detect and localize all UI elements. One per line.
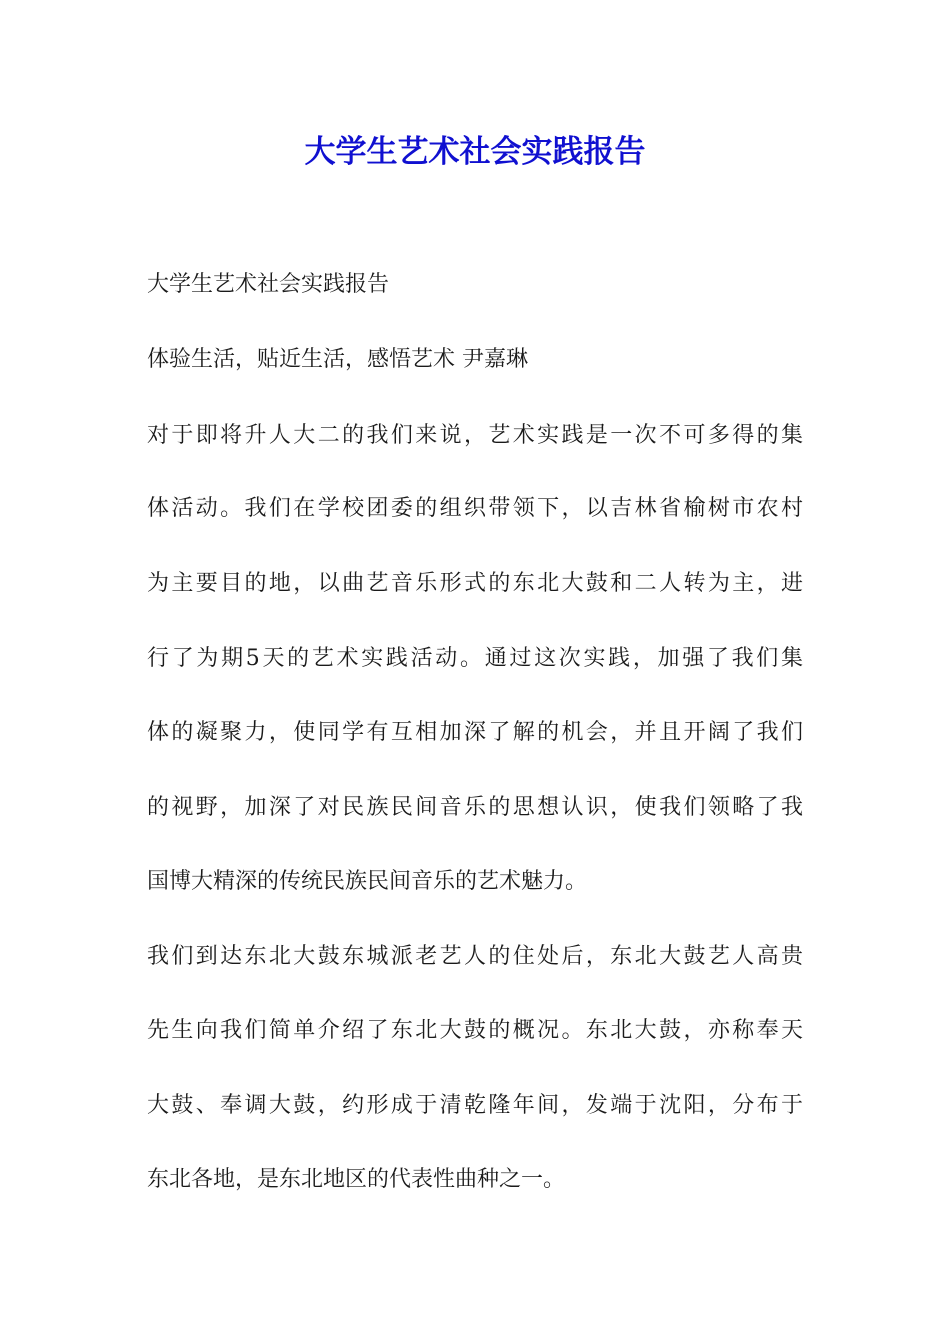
paragraph-line: 东北各地，是东北地区的代表性曲种之一。 xyxy=(147,1167,566,1192)
paragraph-line: 行了为期5天的艺术实践活动。通过这次实践，加强了我们集 xyxy=(147,646,803,671)
paragraph-line: 的视野，加深了对民族民间音乐的思想认识，使我们领略了我 xyxy=(147,795,803,820)
paragraph-line: 为主要目的地，以曲艺音乐形式的东北大鼓和二人转为主，进 xyxy=(147,571,803,596)
document-subtitle: 大学生艺术社会实践报告 xyxy=(147,272,390,297)
paragraph-line: 国博大精深的传统民族民间音乐的艺术魅力。 xyxy=(147,869,588,894)
paragraph-line: 大鼓、奉调大鼓，约形成于清乾隆年间，发端于沈阳，分布于 xyxy=(147,1093,803,1118)
document-title: 大学生艺术社会实践报告 xyxy=(304,134,646,170)
paragraph-line: 我们到达东北大鼓东城派老艺人的住处后，东北大鼓艺人高贵 xyxy=(147,944,803,969)
paragraph-line: 先生向我们简单介绍了东北大鼓的概况。东北大鼓，亦称奉天 xyxy=(147,1018,803,1043)
paragraph-line: 对于即将升人大二的我们来说，艺术实践是一次不可多得的集 xyxy=(147,423,803,448)
paragraph-line: 体的凝聚力，使同学有互相加深了解的机会，并且开阔了我们 xyxy=(147,720,803,745)
document-byline: 体验生活，贴近生活，感悟艺术 尹嘉琳 xyxy=(147,347,528,372)
paragraph-line: 体活动。我们在学校团委的组织带领下，以吉林省榆树市农村 xyxy=(147,496,803,521)
